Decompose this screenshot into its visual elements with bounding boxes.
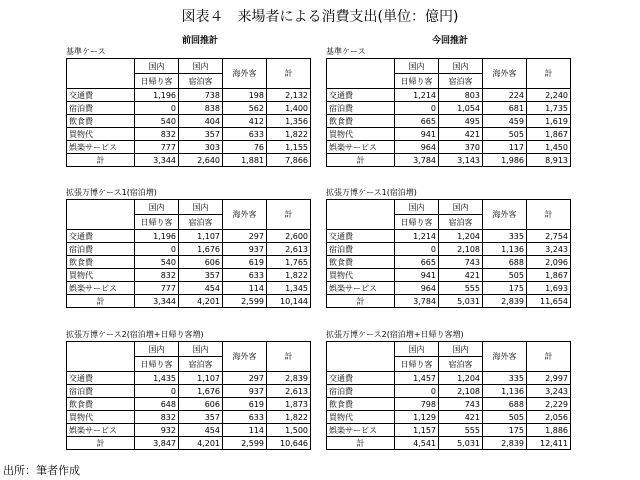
- row-label: 交通費: [67, 230, 135, 243]
- value-cell: 648: [135, 398, 179, 411]
- row-label: 飲食費: [67, 256, 135, 269]
- header-blank: [67, 200, 135, 230]
- value-cell: 1,107: [179, 230, 223, 243]
- case-title: 基準ケース: [326, 47, 366, 56]
- value-cell: 1,435: [135, 372, 179, 385]
- row-label: 買物代: [67, 411, 135, 424]
- table-block-prev-base: [66, 46, 311, 167]
- expenditure-table: [326, 199, 571, 308]
- value-cell: 459: [483, 115, 527, 128]
- value-cell: 404: [179, 115, 223, 128]
- value-cell: 937: [223, 385, 267, 398]
- value-cell: 2,132: [267, 89, 311, 102]
- value-cell: 4,541: [395, 437, 439, 450]
- value-cell: 3,784: [395, 295, 439, 308]
- header-domestic-daytrip-top: 国内: [395, 59, 439, 74]
- expenditure-table: [326, 341, 571, 450]
- value-cell: 798: [395, 398, 439, 411]
- header-daytrip: 日帰り客: [135, 74, 179, 89]
- row-label: 交通費: [327, 230, 395, 243]
- header-total: 計: [267, 342, 311, 372]
- table-row: [67, 154, 311, 167]
- value-cell: 1,345: [267, 282, 311, 295]
- value-cell: 1,735: [527, 102, 571, 115]
- header-overseas: 海外客: [483, 59, 527, 89]
- value-cell: 303: [179, 141, 223, 154]
- row-label: 交通費: [67, 372, 135, 385]
- header-overnight: 宿泊客: [179, 215, 223, 230]
- table-row: [327, 269, 571, 282]
- source-note: 出所：筆者作成: [3, 464, 80, 477]
- header-blank: [327, 342, 395, 372]
- value-cell: 1,886: [527, 424, 571, 437]
- value-cell: 1,196: [135, 89, 179, 102]
- table-block-curr-expo1: [326, 187, 571, 308]
- header-blank: [67, 59, 135, 89]
- expenditure-table: [66, 58, 311, 167]
- row-label: 計: [327, 437, 395, 450]
- value-cell: 1,196: [135, 230, 179, 243]
- table-row: [67, 398, 311, 411]
- value-cell: 0: [135, 102, 179, 115]
- row-label: 宿泊費: [327, 102, 395, 115]
- value-cell: 12,411: [527, 437, 571, 450]
- value-cell: 2,839: [267, 372, 311, 385]
- value-cell: 357: [179, 269, 223, 282]
- value-cell: 1,204: [439, 372, 483, 385]
- value-cell: 937: [223, 243, 267, 256]
- value-cell: 941: [395, 269, 439, 282]
- column-heading-current: 今回推計: [431, 36, 468, 46]
- value-cell: 555: [439, 282, 483, 295]
- header-blank: [67, 342, 135, 372]
- table-row: [67, 256, 311, 269]
- header-overnight: 宿泊客: [179, 357, 223, 372]
- header-total: 計: [527, 200, 571, 230]
- value-cell: 665: [395, 256, 439, 269]
- value-cell: 619: [223, 256, 267, 269]
- header-overnight: 宿泊客: [439, 215, 483, 230]
- table-block-curr-base: [326, 46, 571, 167]
- row-label: 買物代: [67, 269, 135, 282]
- value-cell: 832: [135, 269, 179, 282]
- value-cell: 2,839: [483, 437, 527, 450]
- header-domestic-overnight-top: 国内: [179, 342, 223, 357]
- value-cell: 4,201: [179, 295, 223, 308]
- value-cell: 505: [483, 269, 527, 282]
- value-cell: 540: [135, 115, 179, 128]
- value-cell: 941: [395, 128, 439, 141]
- column-heading-previous: 前回推計: [181, 36, 218, 46]
- table-row: [327, 154, 571, 167]
- row-label: 飲食費: [327, 398, 395, 411]
- row-label: 計: [327, 154, 395, 167]
- table-row: [327, 424, 571, 437]
- value-cell: 2,240: [527, 89, 571, 102]
- header-domestic-daytrip-top: 国内: [395, 200, 439, 215]
- table-row: [327, 128, 571, 141]
- row-label: 宿泊費: [327, 243, 395, 256]
- header-blank: [327, 200, 395, 230]
- header-overseas: 海外客: [223, 342, 267, 372]
- row-label: 宿泊費: [67, 102, 135, 115]
- row-label: 宿泊費: [67, 243, 135, 256]
- value-cell: 7,866: [267, 154, 311, 167]
- value-cell: 0: [395, 243, 439, 256]
- table-row: [327, 295, 571, 308]
- value-cell: 1,867: [527, 128, 571, 141]
- value-cell: 335: [483, 372, 527, 385]
- row-label: 娯楽サービス: [67, 141, 135, 154]
- value-cell: 1,155: [267, 141, 311, 154]
- value-cell: 1,693: [527, 282, 571, 295]
- value-cell: 1,157: [395, 424, 439, 437]
- value-cell: 1,867: [527, 269, 571, 282]
- header-domestic-overnight-top: 国内: [439, 59, 483, 74]
- header-daytrip: 日帰り客: [395, 357, 439, 372]
- header-overnight: 宿泊客: [439, 74, 483, 89]
- table-row: [67, 141, 311, 154]
- value-cell: 0: [135, 385, 179, 398]
- value-cell: 1,356: [267, 115, 311, 128]
- case-title: 基準ケース: [66, 47, 106, 56]
- value-cell: 1,457: [395, 372, 439, 385]
- table-row: [67, 411, 311, 424]
- value-cell: 8,913: [527, 154, 571, 167]
- value-cell: 743: [439, 398, 483, 411]
- expenditure-table: [66, 199, 311, 308]
- table-row: [67, 89, 311, 102]
- value-cell: 505: [483, 411, 527, 424]
- value-cell: 606: [179, 398, 223, 411]
- value-cell: 1,822: [267, 411, 311, 424]
- value-cell: 1,873: [267, 398, 311, 411]
- value-cell: 3,243: [527, 243, 571, 256]
- value-cell: 11,654: [527, 295, 571, 308]
- table-row: [327, 437, 571, 450]
- value-cell: 2,839: [483, 295, 527, 308]
- value-cell: 633: [223, 128, 267, 141]
- table-row: [67, 115, 311, 128]
- value-cell: 832: [135, 411, 179, 424]
- value-cell: 2,108: [439, 243, 483, 256]
- table-row: [67, 372, 311, 385]
- row-label: 宿泊費: [327, 385, 395, 398]
- value-cell: 1,214: [395, 230, 439, 243]
- row-label: 買物代: [67, 128, 135, 141]
- header-total: 計: [527, 59, 571, 89]
- value-cell: 832: [135, 128, 179, 141]
- header-overseas: 海外客: [483, 342, 527, 372]
- table-block-prev-expo2: [66, 329, 311, 450]
- value-cell: 3,847: [135, 437, 179, 450]
- value-cell: 681: [483, 102, 527, 115]
- value-cell: 3,243: [527, 385, 571, 398]
- value-cell: 297: [223, 230, 267, 243]
- header-overnight: 宿泊客: [179, 74, 223, 89]
- value-cell: 562: [223, 102, 267, 115]
- value-cell: 175: [483, 424, 527, 437]
- value-cell: 964: [395, 141, 439, 154]
- value-cell: 2,997: [527, 372, 571, 385]
- table-row: [327, 230, 571, 243]
- value-cell: 838: [179, 102, 223, 115]
- value-cell: 964: [395, 282, 439, 295]
- case-title: 拡張万博ケース2(宿泊増+日帰り客増): [326, 330, 464, 339]
- value-cell: 1,619: [527, 115, 571, 128]
- header-domestic-overnight-top: 国内: [179, 59, 223, 74]
- header-total: 計: [527, 342, 571, 372]
- value-cell: 454: [179, 424, 223, 437]
- value-cell: 1,676: [179, 243, 223, 256]
- value-cell: 114: [223, 282, 267, 295]
- value-cell: 633: [223, 411, 267, 424]
- header-overseas: 海外客: [223, 59, 267, 89]
- value-cell: 3,784: [395, 154, 439, 167]
- value-cell: 2,613: [267, 385, 311, 398]
- value-cell: 743: [439, 256, 483, 269]
- value-cell: 3,344: [135, 154, 179, 167]
- value-cell: 2,096: [527, 256, 571, 269]
- value-cell: 619: [223, 398, 267, 411]
- table-block-prev-expo1: [66, 187, 311, 308]
- table-row: [67, 295, 311, 308]
- table-row: [327, 89, 571, 102]
- table-row: [67, 385, 311, 398]
- header-daytrip: 日帰り客: [395, 74, 439, 89]
- value-cell: 688: [483, 256, 527, 269]
- value-cell: 3,143: [439, 154, 483, 167]
- table-row: [67, 282, 311, 295]
- table-row: [327, 372, 571, 385]
- row-label: 交通費: [67, 89, 135, 102]
- row-label: 買物代: [327, 269, 395, 282]
- value-cell: 0: [135, 243, 179, 256]
- table-row: [67, 230, 311, 243]
- value-cell: 1,054: [439, 102, 483, 115]
- value-cell: 633: [223, 269, 267, 282]
- value-cell: 454: [179, 282, 223, 295]
- value-cell: 540: [135, 256, 179, 269]
- value-cell: 1,136: [483, 385, 527, 398]
- value-cell: 1,136: [483, 243, 527, 256]
- value-cell: 777: [135, 282, 179, 295]
- value-cell: 10,646: [267, 437, 311, 450]
- header-overnight: 宿泊客: [439, 357, 483, 372]
- row-label: 買物代: [327, 411, 395, 424]
- table-row: [327, 398, 571, 411]
- value-cell: 357: [179, 411, 223, 424]
- row-label: 計: [67, 154, 135, 167]
- value-cell: 421: [439, 269, 483, 282]
- header-total: 計: [267, 200, 311, 230]
- value-cell: 297: [223, 372, 267, 385]
- value-cell: 777: [135, 141, 179, 154]
- value-cell: 1,881: [223, 154, 267, 167]
- value-cell: 1,822: [267, 128, 311, 141]
- table-row: [327, 115, 571, 128]
- header-overseas: 海外客: [223, 200, 267, 230]
- value-cell: 370: [439, 141, 483, 154]
- row-label: 計: [327, 295, 395, 308]
- table-row: [327, 256, 571, 269]
- table-row: [67, 437, 311, 450]
- value-cell: 2,229: [527, 398, 571, 411]
- table-row: [67, 269, 311, 282]
- value-cell: 10,144: [267, 295, 311, 308]
- value-cell: 4,201: [179, 437, 223, 450]
- header-domestic-daytrip-top: 国内: [135, 342, 179, 357]
- value-cell: 2,599: [223, 437, 267, 450]
- value-cell: 1,129: [395, 411, 439, 424]
- value-cell: 76: [223, 141, 267, 154]
- row-label: 娯楽サービス: [67, 282, 135, 295]
- header-daytrip: 日帰り客: [135, 215, 179, 230]
- value-cell: 198: [223, 89, 267, 102]
- value-cell: 421: [439, 411, 483, 424]
- value-cell: 738: [179, 89, 223, 102]
- value-cell: 1,822: [267, 269, 311, 282]
- header-domestic-overnight-top: 国内: [179, 200, 223, 215]
- table-row: [327, 141, 571, 154]
- row-label: 計: [67, 437, 135, 450]
- value-cell: 606: [179, 256, 223, 269]
- value-cell: 932: [135, 424, 179, 437]
- value-cell: 0: [395, 102, 439, 115]
- value-cell: 412: [223, 115, 267, 128]
- table-row: [327, 243, 571, 256]
- expenditure-table: [66, 341, 311, 450]
- header-daytrip: 日帰り客: [135, 357, 179, 372]
- header-domestic-overnight-top: 国内: [439, 342, 483, 357]
- value-cell: 2,599: [223, 295, 267, 308]
- header-total: 計: [267, 59, 311, 89]
- value-cell: 495: [439, 115, 483, 128]
- case-title: 拡張万博ケース1(宿泊増): [326, 188, 417, 197]
- value-cell: 2,108: [439, 385, 483, 398]
- case-title: 拡張万博ケース1(宿泊増): [66, 188, 157, 197]
- header-blank: [327, 59, 395, 89]
- value-cell: 1,450: [527, 141, 571, 154]
- value-cell: 5,031: [439, 295, 483, 308]
- row-label: 娯楽サービス: [67, 424, 135, 437]
- value-cell: 224: [483, 89, 527, 102]
- row-label: 交通費: [327, 89, 395, 102]
- value-cell: 335: [483, 230, 527, 243]
- page-title: 図表４ 来場者による消費支出(単位：億円): [181, 9, 459, 25]
- header-domestic-daytrip-top: 国内: [395, 342, 439, 357]
- expenditure-table: [326, 58, 571, 167]
- table-row: [327, 411, 571, 424]
- row-label: 交通費: [327, 372, 395, 385]
- value-cell: 1,214: [395, 89, 439, 102]
- table-row: [67, 424, 311, 437]
- value-cell: 688: [483, 398, 527, 411]
- table-row: [327, 282, 571, 295]
- row-label: 娯楽サービス: [327, 141, 395, 154]
- value-cell: 1,107: [179, 372, 223, 385]
- row-label: 娯楽サービス: [327, 424, 395, 437]
- value-cell: 2,754: [527, 230, 571, 243]
- value-cell: 505: [483, 128, 527, 141]
- table-row: [67, 128, 311, 141]
- value-cell: 2,640: [179, 154, 223, 167]
- value-cell: 1,500: [267, 424, 311, 437]
- value-cell: 1,765: [267, 256, 311, 269]
- table-row: [67, 102, 311, 115]
- value-cell: 0: [395, 385, 439, 398]
- header-daytrip: 日帰り客: [395, 215, 439, 230]
- value-cell: 3,344: [135, 295, 179, 308]
- value-cell: 2,613: [267, 243, 311, 256]
- header-domestic-daytrip-top: 国内: [135, 59, 179, 74]
- row-label: 計: [67, 295, 135, 308]
- value-cell: 2,056: [527, 411, 571, 424]
- row-label: 飲食費: [67, 115, 135, 128]
- value-cell: 5,031: [439, 437, 483, 450]
- row-label: 飲食費: [327, 115, 395, 128]
- table-row: [327, 385, 571, 398]
- value-cell: 175: [483, 282, 527, 295]
- value-cell: 1,676: [179, 385, 223, 398]
- value-cell: 357: [179, 128, 223, 141]
- row-label: 宿泊費: [67, 385, 135, 398]
- value-cell: 421: [439, 128, 483, 141]
- header-overseas: 海外客: [483, 200, 527, 230]
- value-cell: 114: [223, 424, 267, 437]
- value-cell: 1,204: [439, 230, 483, 243]
- header-domestic-daytrip-top: 国内: [135, 200, 179, 215]
- value-cell: 1,400: [267, 102, 311, 115]
- case-title: 拡張万博ケース2(宿泊増+日帰り客増): [66, 330, 204, 339]
- value-cell: 555: [439, 424, 483, 437]
- row-label: 飲食費: [67, 398, 135, 411]
- value-cell: 1,986: [483, 154, 527, 167]
- value-cell: 117: [483, 141, 527, 154]
- value-cell: 803: [439, 89, 483, 102]
- table-row: [327, 102, 571, 115]
- row-label: 買物代: [327, 128, 395, 141]
- value-cell: 2,600: [267, 230, 311, 243]
- row-label: 飲食費: [327, 256, 395, 269]
- header-domestic-overnight-top: 国内: [439, 200, 483, 215]
- row-label: 娯楽サービス: [327, 282, 395, 295]
- value-cell: 665: [395, 115, 439, 128]
- table-block-curr-expo2: [326, 329, 571, 450]
- table-row: [67, 243, 311, 256]
